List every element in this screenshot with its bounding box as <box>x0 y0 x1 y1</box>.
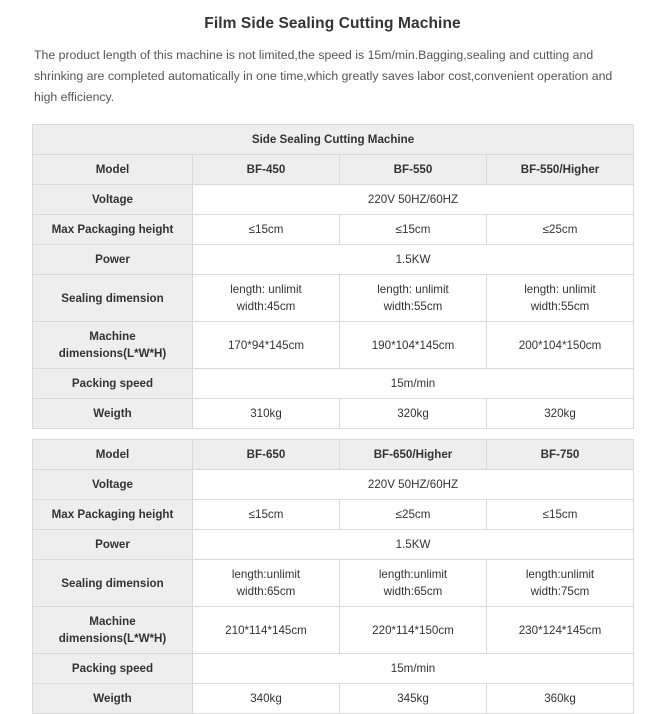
page-title: Film Side Sealing Cutting Machine <box>204 15 461 32</box>
cell-value: 15m/min <box>193 369 634 399</box>
cell-line: width:75cm <box>530 585 590 598</box>
row-label-max-packaging-height: Max Packaging height <box>33 215 193 245</box>
cell-value <box>487 560 634 607</box>
row-label-voltage: Voltage <box>33 470 193 500</box>
cell-line: length:unlimit <box>378 568 448 581</box>
row-label-sealing-dimension: Sealing dimension <box>33 275 193 322</box>
cell-value: 320kg <box>487 399 634 429</box>
table-caption: Side Sealing Cutting Machine <box>33 125 634 155</box>
cell-value <box>193 275 340 322</box>
row-label-weight: Weigth <box>33 684 193 714</box>
table-row <box>33 322 634 369</box>
cell-value: 345kg <box>340 684 487 714</box>
cell-line: length:unlimit <box>525 568 595 581</box>
label-line: Machine <box>89 615 136 628</box>
cell-line: width:55cm <box>530 300 590 313</box>
cell-value: 170*94*145cm <box>193 322 340 369</box>
table-row <box>33 399 634 429</box>
model-name: BF-550/Higher <box>487 155 634 185</box>
row-label-model: Model <box>33 440 193 470</box>
model-name: BF-550 <box>340 155 487 185</box>
table-row <box>33 440 634 470</box>
table-row <box>33 185 634 215</box>
model-name: BF-750 <box>487 440 634 470</box>
cell-value <box>193 560 340 607</box>
cell-value: ≤15cm <box>340 215 487 245</box>
cell-value: 220*114*150cm <box>340 607 487 654</box>
table-row <box>33 125 634 155</box>
spec-table-2 <box>32 439 634 714</box>
row-label-power: Power <box>33 530 193 560</box>
cell-value <box>340 560 487 607</box>
table-row <box>33 530 634 560</box>
row-label-model: Model <box>33 155 193 185</box>
cell-value <box>340 275 487 322</box>
cell-value: 360kg <box>487 684 634 714</box>
cell-value: 15m/min <box>193 654 634 684</box>
cell-value <box>487 275 634 322</box>
cell-value: 340kg <box>193 684 340 714</box>
spec-table-1 <box>32 124 634 429</box>
table-row <box>33 500 634 530</box>
model-name: BF-450 <box>193 155 340 185</box>
label-line: Machine <box>89 330 136 343</box>
table-row <box>33 215 634 245</box>
cell-value: ≤15cm <box>193 215 340 245</box>
cell-value: 230*124*145cm <box>487 607 634 654</box>
cell-value: 1.5KW <box>193 245 634 275</box>
cell-line: length: unlimit <box>230 283 302 296</box>
row-label-packing-speed: Packing speed <box>33 654 193 684</box>
cell-line: width:65cm <box>236 585 296 598</box>
row-label-machine-dimensions <box>33 322 193 369</box>
table-row <box>33 654 634 684</box>
table-row <box>33 560 634 607</box>
cell-value: 220V 50HZ/60HZ <box>193 185 634 215</box>
intro-paragraph: The product length of this machine is not limited,the speed is 15m/min.Bagging,sealing and cutting and shrinking are completed automatically in one time,which greatly saves labor cost,convenient operation and high efficiency. <box>34 48 613 104</box>
table-row <box>33 155 634 185</box>
cell-value: ≤15cm <box>487 500 634 530</box>
row-label-sealing-dimension: Sealing dimension <box>33 560 193 607</box>
cell-value: 310kg <box>193 399 340 429</box>
cell-line: length: unlimit <box>524 283 596 296</box>
label-line: dimensions(L*W*H) <box>58 347 167 360</box>
table-row <box>33 369 634 399</box>
cell-value: 210*114*145cm <box>193 607 340 654</box>
row-label-power: Power <box>33 245 193 275</box>
table-row <box>33 275 634 322</box>
table-row <box>33 607 634 654</box>
cell-value: 320kg <box>340 399 487 429</box>
row-label-max-packaging-height: Max Packaging height <box>33 500 193 530</box>
cell-value: ≤25cm <box>340 500 487 530</box>
cell-line: width:65cm <box>383 585 443 598</box>
row-label-machine-dimensions <box>33 607 193 654</box>
cell-line: width:45cm <box>236 300 296 313</box>
table-row <box>33 245 634 275</box>
table-row <box>33 684 634 714</box>
table-row <box>33 470 634 500</box>
model-name: BF-650/Higher <box>340 440 487 470</box>
cell-value: ≤15cm <box>193 500 340 530</box>
cell-value: 220V 50HZ/60HZ <box>193 470 634 500</box>
cell-line: length: unlimit <box>377 283 449 296</box>
row-label-voltage: Voltage <box>33 185 193 215</box>
model-name: BF-650 <box>193 440 340 470</box>
cell-value: 1.5KW <box>193 530 634 560</box>
cell-value: 190*104*145cm <box>340 322 487 369</box>
cell-value: 200*104*150cm <box>487 322 634 369</box>
row-label-packing-speed: Packing speed <box>33 369 193 399</box>
cell-line: length:unlimit <box>231 568 301 581</box>
cell-value: ≤25cm <box>487 215 634 245</box>
row-label-weight: Weigth <box>33 399 193 429</box>
cell-line: width:55cm <box>383 300 443 313</box>
label-line: dimensions(L*W*H) <box>58 632 167 645</box>
